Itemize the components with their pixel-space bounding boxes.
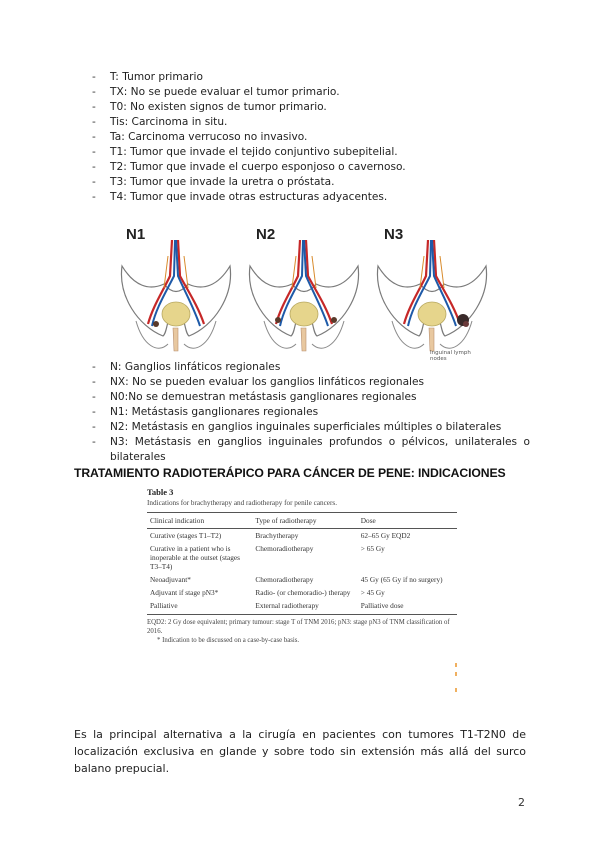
list-item: - N: Ganglios linfáticos regionales xyxy=(92,360,530,375)
table-cell: 45 Gy (65 Gy if no surgery) xyxy=(360,575,443,584)
list-item: - N3: Metástasis en ganglios inguinales profundos o pélvicos, unilaterales o bilaterales xyxy=(92,435,530,465)
node-n3-b xyxy=(463,321,469,327)
node-n2-right xyxy=(331,317,337,323)
scan-mark xyxy=(455,663,457,667)
stage-label-n3: N3 xyxy=(384,226,404,243)
table-header: Type of radiotherapy xyxy=(252,513,357,529)
table-cell: > 65 Gy xyxy=(360,544,385,553)
table-cell: 62–65 Gy EQD2 xyxy=(360,531,411,540)
list-item: - N2: Metástasis en ganglios inguinales superficiales múltiples o bilaterales xyxy=(92,420,530,435)
table-cell: Neoadjuvant* xyxy=(150,575,191,584)
table-cell: Chemoradiotherapy xyxy=(255,575,314,584)
indications-table xyxy=(147,512,457,615)
list-item: - NX: No se pueden evaluar los ganglios linfáticos regionales xyxy=(92,375,530,390)
table-title: Table 3 xyxy=(147,487,174,497)
table-row xyxy=(147,586,457,599)
stage-label-n2: N2 xyxy=(256,226,276,243)
list-item: - T0: No existen signos de tumor primario. xyxy=(92,100,532,115)
pelvis-n2 xyxy=(249,240,358,351)
table-cell: External radiotherapy xyxy=(252,599,357,615)
table-header: Clinical indication xyxy=(147,513,252,529)
node-n2-left xyxy=(275,317,281,323)
table-header: Dose xyxy=(358,513,457,529)
figure-caption: Inguinal lymph nodes xyxy=(430,350,471,362)
list-item: - T2: Tumor que invade el cuerpo esponjoso o cavernoso. xyxy=(92,160,532,175)
tnm-t-list xyxy=(92,70,532,205)
table-cell: Chemoradiotherapy xyxy=(255,544,314,553)
table-row xyxy=(147,529,457,543)
list-item: - Ta: Carcinoma verrucoso no invasivo. xyxy=(92,130,532,145)
tnm-n-list xyxy=(92,360,530,465)
table-row xyxy=(147,599,457,615)
pelvis-n1 xyxy=(121,240,230,351)
list-item: - TX: No se puede evaluar el tumor primario. xyxy=(92,85,532,100)
section-title: TRATAMIENTO RADIOTERÁPICO PARA CÁNCER DE PENE: INDICACIONES xyxy=(74,466,506,480)
node-n1 xyxy=(153,321,159,327)
indications-table-figure xyxy=(147,487,457,645)
pelvis-illustration xyxy=(118,224,488,359)
scan-mark xyxy=(455,672,457,676)
table-cell: Curative (stages T1–T2) xyxy=(150,531,222,540)
table-cell: > 45 Gy xyxy=(360,588,385,597)
table-cell: Palliative dose xyxy=(358,599,457,615)
list-item: - T: Tumor primario xyxy=(92,70,532,85)
list-item: - N0:No se demuestran metástasis ganglionares regionales xyxy=(92,390,530,405)
table-footnote-asterisk: * Indication to be discussed on a case-by-case basis. xyxy=(157,637,300,644)
table-row xyxy=(147,542,457,573)
body-paragraph: Es la principal alternativa a la cirugía en pacientes con tumores T1-T2N0 de localización exclusiva en glande y sobre todo sin extensión más allá del surco balano prepucial. xyxy=(74,728,526,775)
list-item: - Tis: Carcinoma in situ. xyxy=(92,115,532,130)
table-row xyxy=(147,573,457,586)
scan-mark xyxy=(455,688,457,692)
list-item: - T3: Tumor que invade la uretra o próstata. xyxy=(92,175,532,190)
list-item: - T1: Tumor que invade el tejido conjuntivo subepitelial. xyxy=(92,145,532,160)
table-subtitle: Indications for brachytherapy and radiotherapy for penile cancers. xyxy=(147,499,337,507)
table-footnote: EQD2: 2 Gy dose equivalent; primary tumour: stage T of TNM 2016; pN3: stage pN3 of TNM classification of 2016. xyxy=(147,619,450,635)
table-cell: Curative in a patient who is inoperable at the outset (stages T3–T4) xyxy=(150,544,240,571)
table-cell: Brachytherapy xyxy=(255,531,299,540)
list-item: - T4: Tumor que invade otras estructuras adyacentes. xyxy=(92,190,532,205)
list-item: - N1: Metástasis ganglionares regionales xyxy=(92,405,530,420)
table-cell: Palliative xyxy=(147,599,252,615)
table-cell: Radio- (or chemoradio-) therapy xyxy=(255,588,351,597)
lymph-node-stage-figure xyxy=(118,224,488,362)
stage-label-n1: N1 xyxy=(126,226,146,243)
pelvis-n3 xyxy=(377,240,486,351)
table-cell: Adjuvant if stage pN3* xyxy=(150,588,219,597)
page-number: 2 xyxy=(518,796,525,809)
